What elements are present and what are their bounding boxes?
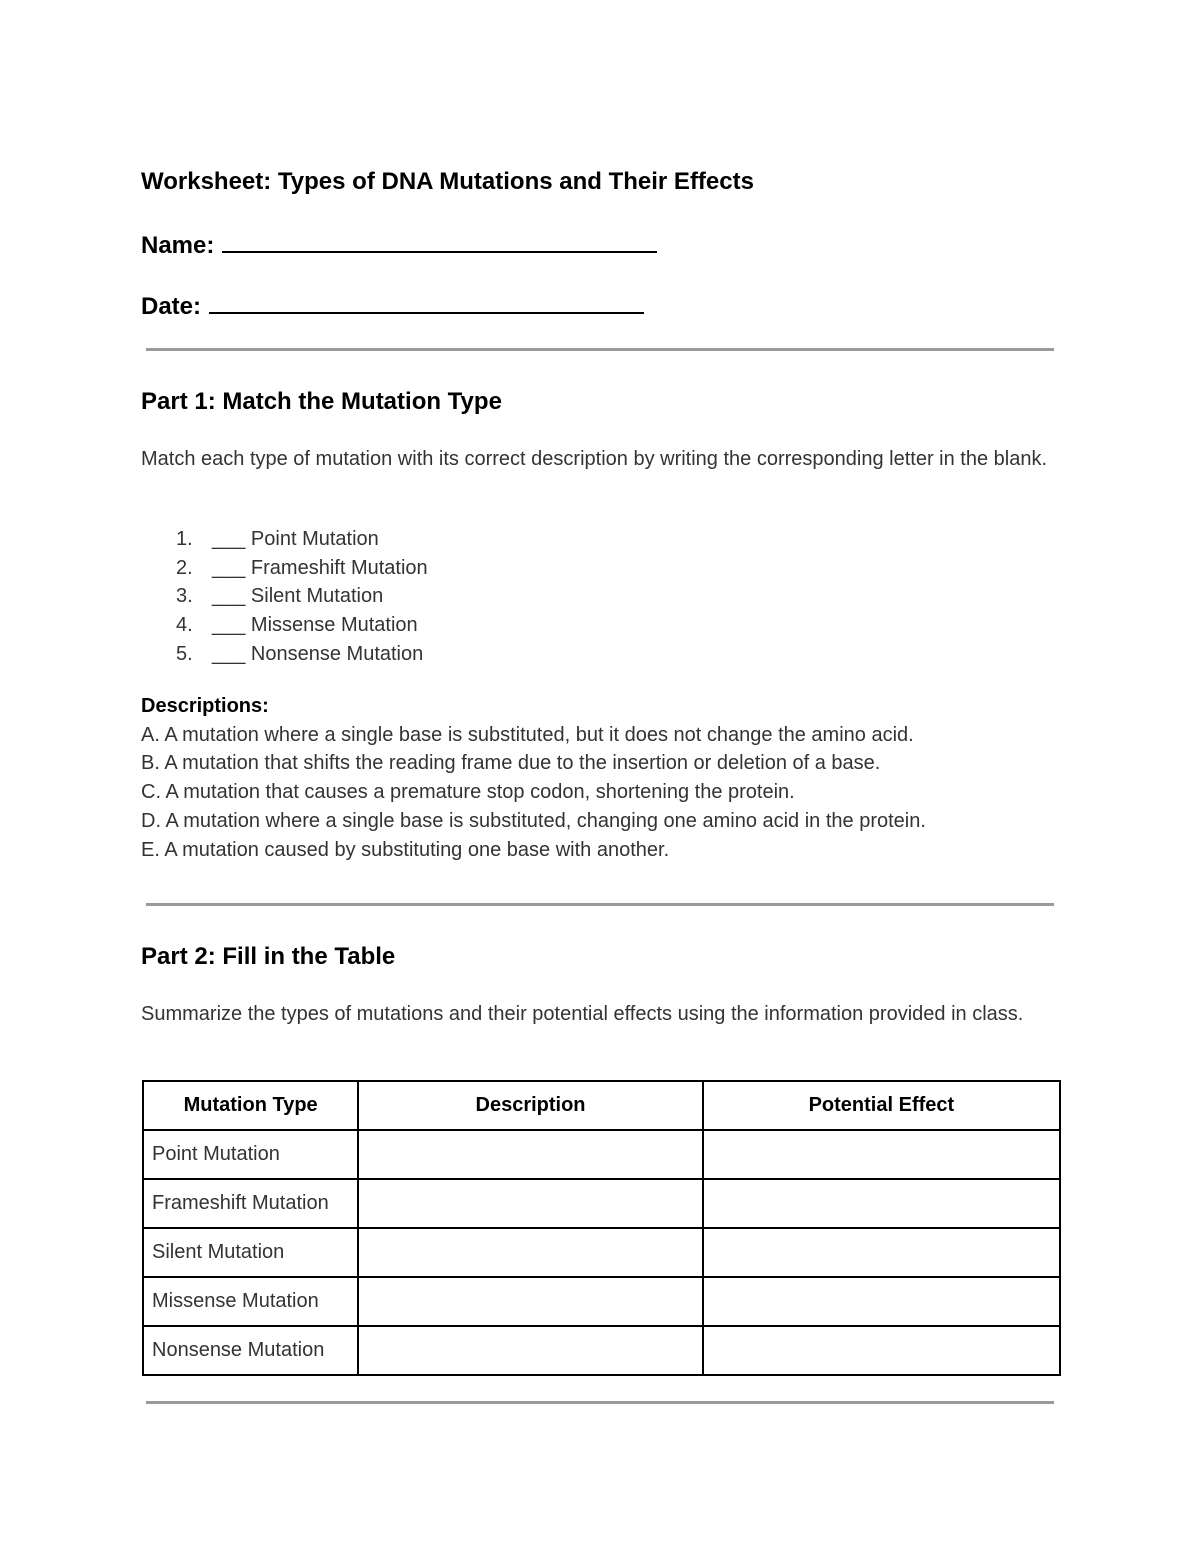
item-number: 4. [176,614,193,637]
list-item [141,554,428,583]
item-number: 2. [176,556,193,579]
potential-effect-cell[interactable] [703,1277,1060,1326]
part2-instructions: Summarize the types of mutations and their potential effects using the information provided in class. [141,1003,1024,1025]
name-label: Name: [141,232,215,259]
item-text: ___ Nonsense Mutation [212,642,424,665]
description-line: C. A mutation that causes a premature stop codon, shortening the protein. [141,781,795,804]
descriptions-block [141,692,926,864]
column-header: Description [358,1081,702,1130]
item-text: ___ Silent Mutation [212,585,384,608]
descriptions-heading: Descriptions: [141,695,269,717]
description-cell[interactable] [358,1130,702,1179]
mutation-type-cell: Nonsense Mutation [143,1326,358,1375]
part1-instructions: Match each type of mutation with its correct description by writing the corresponding letter in the blank. [141,448,1048,470]
description-cell[interactable] [358,1277,702,1326]
potential-effect-cell[interactable] [703,1326,1060,1375]
list-item [141,611,428,640]
section-divider [146,1401,1054,1404]
date-field [141,290,644,321]
item-number: 3. [176,585,193,608]
list-item [141,582,428,611]
table-row [143,1130,1060,1179]
description-cell[interactable] [358,1179,702,1228]
potential-effect-cell[interactable] [703,1130,1060,1179]
date-label: Date: [141,293,202,320]
item-number: 5. [176,642,193,665]
mutation-type-cell: Missense Mutation [143,1277,358,1326]
mutation-type-cell: Silent Mutation [143,1228,358,1277]
section-divider [146,903,1054,906]
description-line: D. A mutation where a single base is substituted, changing one amino acid in the protein. [141,809,926,832]
list-item [141,640,428,669]
mutation-type-cell: Frameshift Mutation [143,1179,358,1228]
part1-heading: Part 1: Match the Mutation Type [141,388,502,415]
section-divider [146,348,1054,351]
name-blank-line[interactable] [222,229,657,253]
description-cell[interactable] [358,1228,702,1277]
item-text: ___ Frameshift Mutation [212,556,428,579]
date-blank-line[interactable] [209,290,644,314]
potential-effect-cell[interactable] [703,1179,1060,1228]
column-header: Mutation Type [143,1081,358,1130]
matching-list [141,525,428,669]
potential-effect-cell[interactable] [703,1228,1060,1277]
description-line: A. A mutation where a single base is substituted, but it does not change the amino acid. [141,723,914,746]
description-cell[interactable] [358,1326,702,1375]
table-row [143,1277,1060,1326]
table-header-row [143,1081,1060,1130]
table-row [143,1326,1060,1375]
list-item [141,525,428,554]
name-field [141,229,657,260]
item-text: ___ Missense Mutation [212,614,418,637]
part2-heading: Part 2: Fill in the Table [141,943,396,970]
worksheet-title: Worksheet: Types of DNA Mutations and Their Effects [141,168,754,195]
table-row [143,1179,1060,1228]
description-line: B. A mutation that shifts the reading frame due to the insertion or deletion of a base. [141,752,881,775]
mutation-type-cell: Point Mutation [143,1130,358,1179]
item-text: ___ Point Mutation [212,528,379,550]
table-row [143,1228,1060,1277]
item-number: 1. [176,528,193,550]
column-header: Potential Effect [703,1081,1060,1130]
mutation-table [142,1080,1061,1376]
description-line: E. A mutation caused by substituting one base with another. [141,838,670,861]
